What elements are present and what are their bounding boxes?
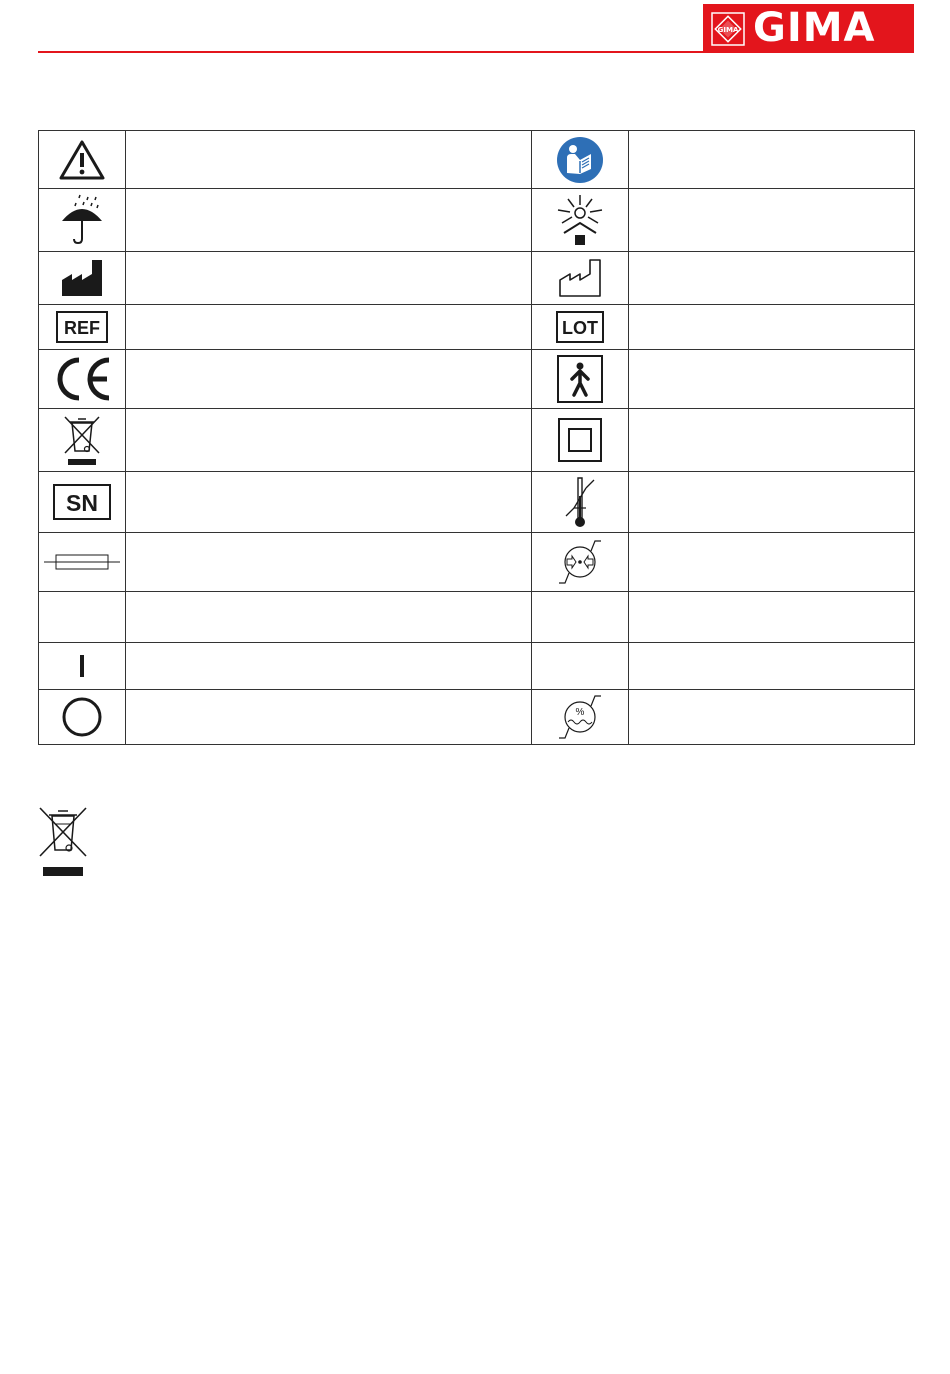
cell-icon [532, 592, 629, 643]
cell-description [629, 592, 915, 643]
cell-description [629, 690, 915, 745]
cell-icon [532, 252, 629, 305]
cell-icon [532, 472, 629, 533]
consult-instructions-icon [556, 136, 604, 184]
cell-icon [532, 131, 629, 189]
cell-icon [39, 252, 126, 305]
cell-description [126, 690, 532, 745]
cell-description [629, 472, 915, 533]
cell-icon [39, 350, 126, 409]
cell-icon [532, 189, 629, 252]
cell-icon [532, 690, 629, 745]
temperature-limit-icon [560, 474, 600, 530]
power-off-icon [61, 696, 103, 738]
lot-label: LOT [562, 318, 598, 338]
cell-description [126, 189, 532, 252]
cell-description [126, 592, 532, 643]
sn-label: SN [66, 490, 98, 516]
lot-batch-code-icon [556, 311, 604, 343]
symbols-table [38, 130, 915, 745]
cell-description [629, 252, 915, 305]
disposal-note [38, 806, 88, 883]
table-row [39, 350, 915, 409]
cell-icon [532, 305, 629, 350]
cell-description [126, 131, 532, 189]
weee-crossed-bin-icon [38, 806, 88, 878]
humidity-limit-icon [557, 692, 603, 742]
cell-description [126, 409, 532, 472]
ref-catalogue-number-icon [56, 311, 108, 343]
cell-icon [39, 592, 126, 643]
cell-description [126, 472, 532, 533]
humidity-label: % [575, 707, 585, 718]
cell-description [126, 350, 532, 409]
warning-triangle-icon [58, 139, 106, 181]
cell-icon [39, 533, 126, 592]
keep-away-from-sunlight-icon [554, 193, 606, 247]
type-b-applied-part-icon [557, 355, 603, 403]
ref-label: REF [64, 318, 100, 338]
manufacturer-factory-icon [60, 258, 104, 298]
cell-description [629, 131, 915, 189]
cell-description [126, 643, 532, 690]
cell-icon [39, 472, 126, 533]
gima-logo [703, 4, 914, 53]
cell-description [126, 252, 532, 305]
gima-emblem-icon [711, 12, 745, 46]
table-row [39, 252, 915, 305]
table-row [39, 131, 915, 189]
serial-number-icon [53, 484, 111, 520]
cell-icon [532, 533, 629, 592]
table-row [39, 189, 915, 252]
cell-description [629, 643, 915, 690]
cell-icon [39, 409, 126, 472]
cell-icon [39, 131, 126, 189]
keep-dry-umbrella-icon [58, 193, 106, 247]
emblem-text: GIMA [717, 25, 739, 34]
ce-mark-icon [51, 356, 113, 402]
fuse-icon [44, 552, 120, 572]
table-row [39, 472, 915, 533]
brand-name: GIMA [753, 5, 876, 51]
class-ii-double-insulation-icon [557, 417, 603, 463]
weee-crossed-bin-icon [62, 413, 102, 467]
cell-description [126, 305, 532, 350]
cell-icon [532, 350, 629, 409]
cell-description [629, 305, 915, 350]
power-on-icon [77, 653, 87, 679]
cell-icon [39, 189, 126, 252]
cell-description [629, 350, 915, 409]
cell-icon [532, 409, 629, 472]
table-row [39, 592, 915, 643]
cell-description [629, 409, 915, 472]
cell-description [629, 533, 915, 592]
date-of-manufacture-icon [558, 258, 602, 298]
table-row [39, 690, 915, 745]
cell-description [629, 189, 915, 252]
atmospheric-pressure-limit-icon [557, 537, 603, 587]
cell-description [126, 533, 532, 592]
cell-icon [532, 643, 629, 690]
table-row [39, 305, 915, 350]
table-row [39, 533, 915, 592]
table-row [39, 409, 915, 472]
cell-icon [39, 643, 126, 690]
table-row [39, 643, 915, 690]
cell-icon [39, 690, 126, 745]
cell-icon [39, 305, 126, 350]
